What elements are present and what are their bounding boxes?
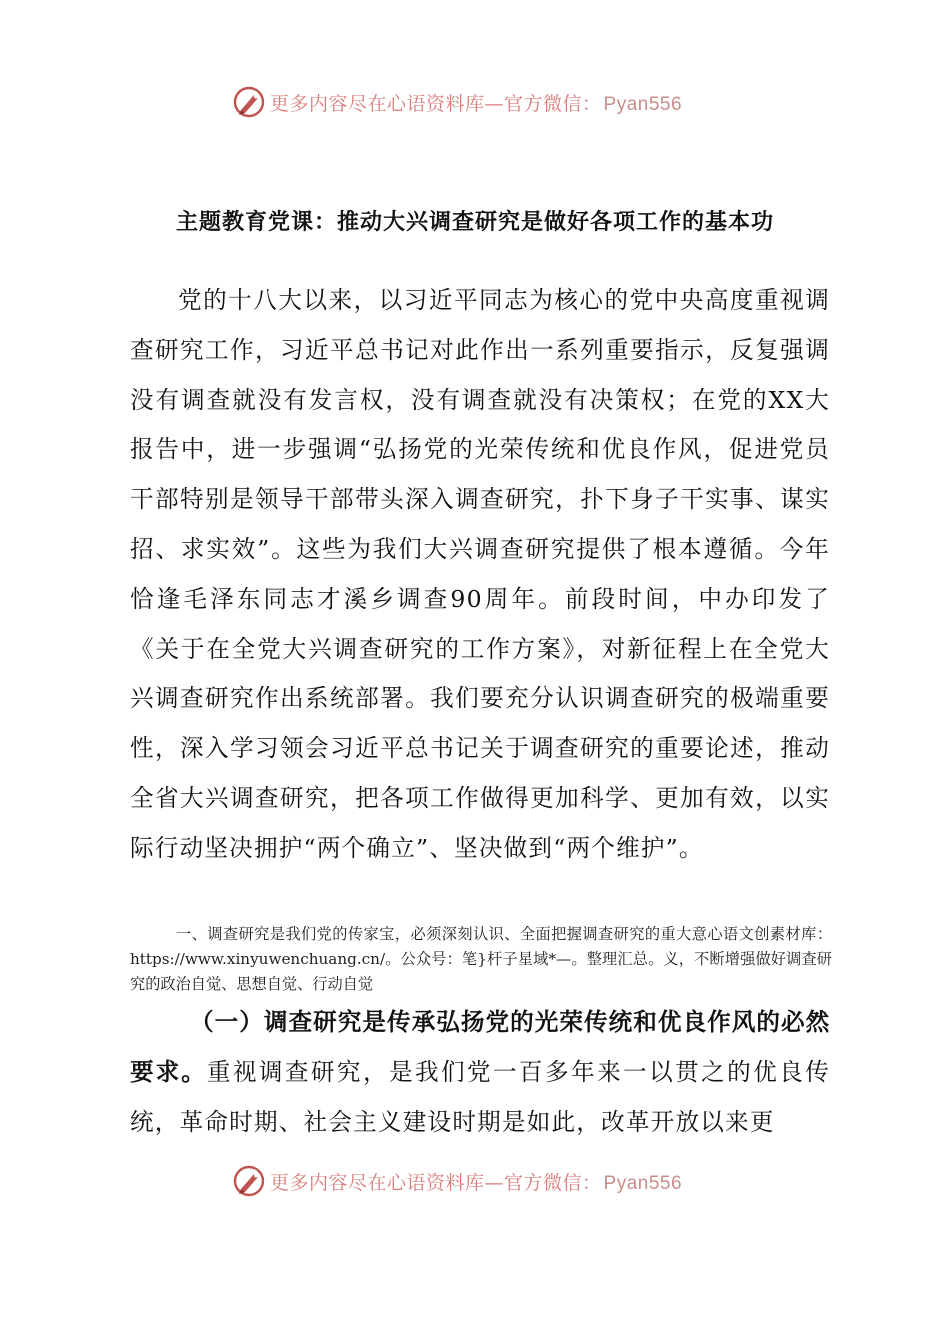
watermark-banner-top: [232, 82, 832, 122]
document-title: 主题教育党课：推动大兴调查研究是做好各项工作的基本功: [175, 210, 774, 235]
watermark-text: 更多内容尽在心语资料库—官方微信： Pyan556: [270, 1171, 683, 1194]
paragraph-section-1: [130, 998, 830, 1147]
watermark-text: 更多内容尽在心语资料库—官方微信： Pyan556: [270, 92, 683, 115]
wechat-id: Pyan556: [603, 93, 683, 115]
paragraph-intro: 党的十八大以来，以习近平同志为核心的党中央高度重视调查研究工作，习近平总书记对此作出一系列重要指示，反复强调没有调查就没有发言权，没有调查就没有决策权；在党的XX大报告中，进一步强调“弘扬党的光荣传统和优良作风，促进党员干部特别是领导干部带头深入调查研究，扑下身子干实事、谋实招、求实效”。这些为我们大兴调查研究提供了根本遵循。今年恰逢毛泽东同志才溪乡调查90周年。前段时间，中办印发了《关于在全党大兴调查研究的工作方案》，对新征程上在全党大兴调查研究作出系统部署。我们要充分认识调查研究的极端重要性，深入学习领会习近平总书记关于调查研究的重要论述，推动全省大兴调查研究，把各项工作做得更加科学、更加有效，以实际行动坚决拥护“两个确立”、坚决做到“两个维护”。: [130, 286, 830, 862]
wechat-id: Pyan556: [603, 1172, 683, 1194]
pen-logo-icon: [232, 85, 266, 119]
pen-logo-icon: [232, 1164, 266, 1198]
section-1-text: 重视调查研究，是我们党一百多年来一以贯之的优良传统，革命时期、社会主义建设时期是如此，改革开放以来更: [130, 1057, 830, 1136]
source-note: 一、调查研究是我们党的传家宝，必须深刻认识、全面把握调查研究的重大意心语文创素材库：https://www.xinyuwenchuang.cn/。公众号：笔}杆子星域*—。整理汇总。义，不断增强做好调查研究的政治自觉、思想自觉、行动自觉: [130, 925, 832, 993]
section-1-heading: （一）调查研究是传承弘扬党的光荣传统和优良作风的必然要求。: [130, 1008, 830, 1086]
watermark-banner-bottom: [232, 1161, 832, 1201]
